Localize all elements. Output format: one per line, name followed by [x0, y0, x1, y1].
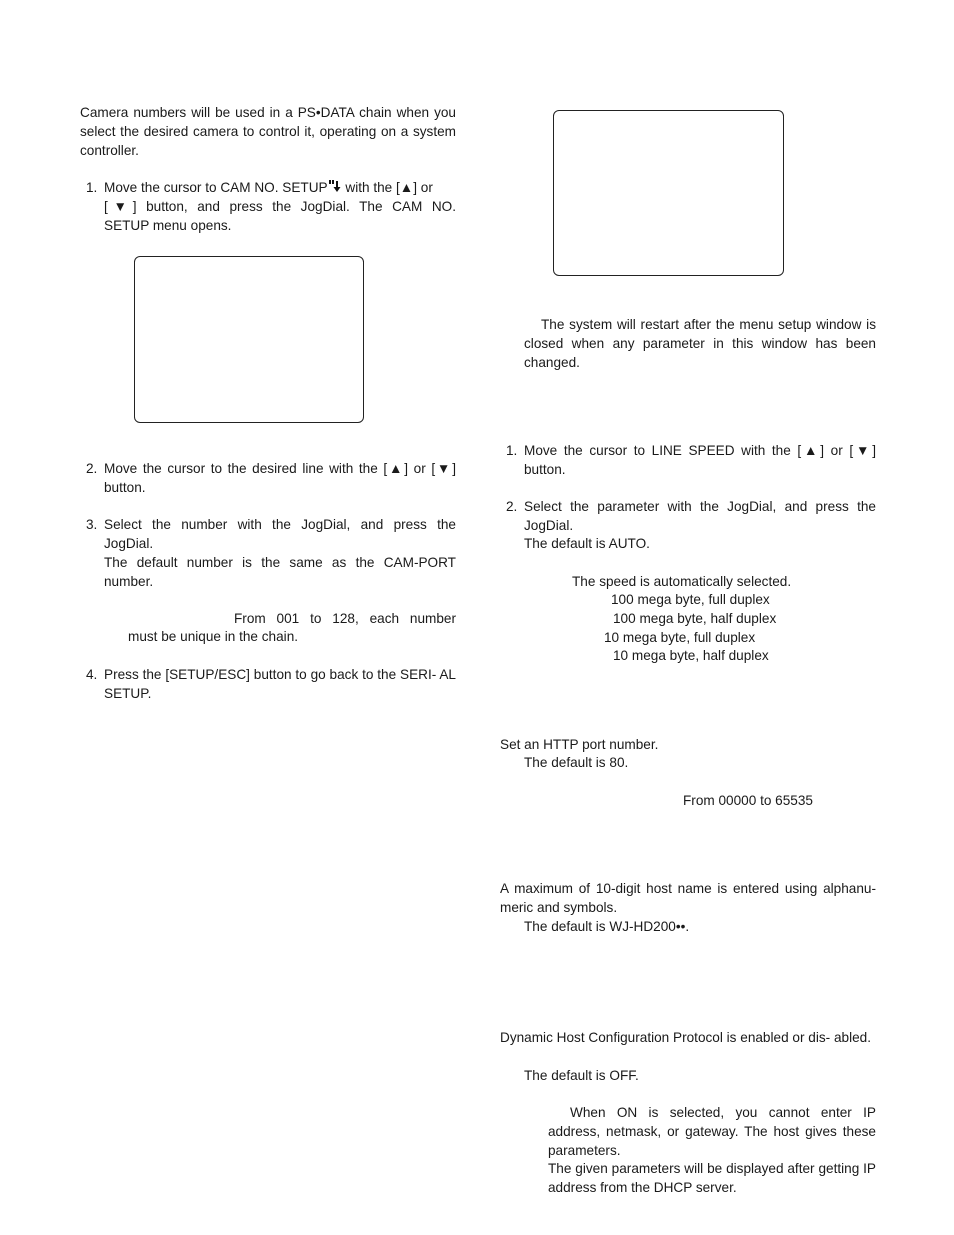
http-port-range: From 00000 to 65535 — [683, 793, 813, 808]
http-port-text: Set an HTTP port number. — [500, 737, 659, 752]
restart-note: The system will restart after the menu setup window is closed when any parameter in this window has been changed. — [524, 317, 876, 370]
dhcp-note-line-1: When ON is selected, you cannot enter IP — [570, 1105, 876, 1120]
dhcp-default: The default is OFF. — [524, 1068, 639, 1083]
step-number: 4. — [86, 667, 98, 682]
step-2-text: Move the cursor to the desired line with the [▲] or [▼] button. — [104, 461, 456, 495]
line-speed-step-1: Move the cursor to LINE SPEED with the [▲] or [▼] button. — [524, 443, 876, 477]
host-name-text: A maximum of 10-digit host name is entered using alphanu- meric and symbols. — [500, 881, 876, 915]
cam-no-setup-screen — [134, 256, 364, 423]
line-speed-option-10-half: 10 mega byte, half duplex — [613, 648, 769, 663]
step-4-text: Press the [SETUP/ESC] button to go back to the SERI- AL SETUP. — [104, 667, 456, 701]
dhcp-note-2: The given parameters will be displayed after getting IP address from the DHCP server. — [548, 1161, 876, 1195]
step-1-line-3: SETUP menu opens. — [104, 218, 232, 233]
step-number: 1. — [86, 180, 98, 195]
step-1-text: Move the cursor to CAM NO. SETUP — [104, 180, 328, 195]
http-port-default: The default is 80. — [524, 755, 629, 770]
step-number: 1. — [506, 443, 518, 458]
step-number: 2. — [506, 499, 518, 514]
step-1-text-suffix: with the [▲] or — [341, 180, 433, 195]
step-3-default: The default number is the same as the CAM-PORT number. — [104, 555, 456, 589]
step-3-range: From 001 to 128, each number — [234, 611, 456, 626]
step-3-text: Select the number with the JogDial, and press the JogDial. — [104, 517, 456, 551]
step-1-line-2: [▼] button, and press the JogDial. The CAM NO. — [104, 199, 456, 214]
host-name-default: The default is WJ-HD200••. — [524, 919, 690, 934]
step-3-range-note: must be unique in the chain. — [128, 629, 299, 644]
step-1-line-1 — [104, 178, 456, 197]
pointing-hand-icon — [328, 179, 342, 198]
network-setup-screen — [553, 110, 784, 276]
line-speed-option-100-half: 100 mega byte, half duplex — [613, 611, 777, 626]
line-speed-option-auto: The speed is automatically selected. — [572, 574, 792, 589]
line-speed-default: The default is AUTO. — [524, 536, 650, 551]
dhcp-note-rest: address, netmask, or gateway. The host gives these parameters. — [548, 1124, 876, 1158]
step-number: 2. — [86, 461, 98, 476]
line-speed-option-100-full: 100 mega byte, full duplex — [611, 592, 770, 607]
intro-paragraph: Camera numbers will be used in a PS•DATA chain when you select the desired camera to control it, operating on a system controller. — [80, 105, 456, 158]
dhcp-text: Dynamic Host Configuration Protocol is enabled or dis- abled. — [500, 1030, 871, 1045]
line-speed-step-2: Select the parameter with the JogDial, and press the JogDial. — [524, 499, 876, 533]
step-number: 3. — [86, 517, 98, 532]
line-speed-option-10-full: 10 mega byte, full duplex — [604, 630, 756, 645]
